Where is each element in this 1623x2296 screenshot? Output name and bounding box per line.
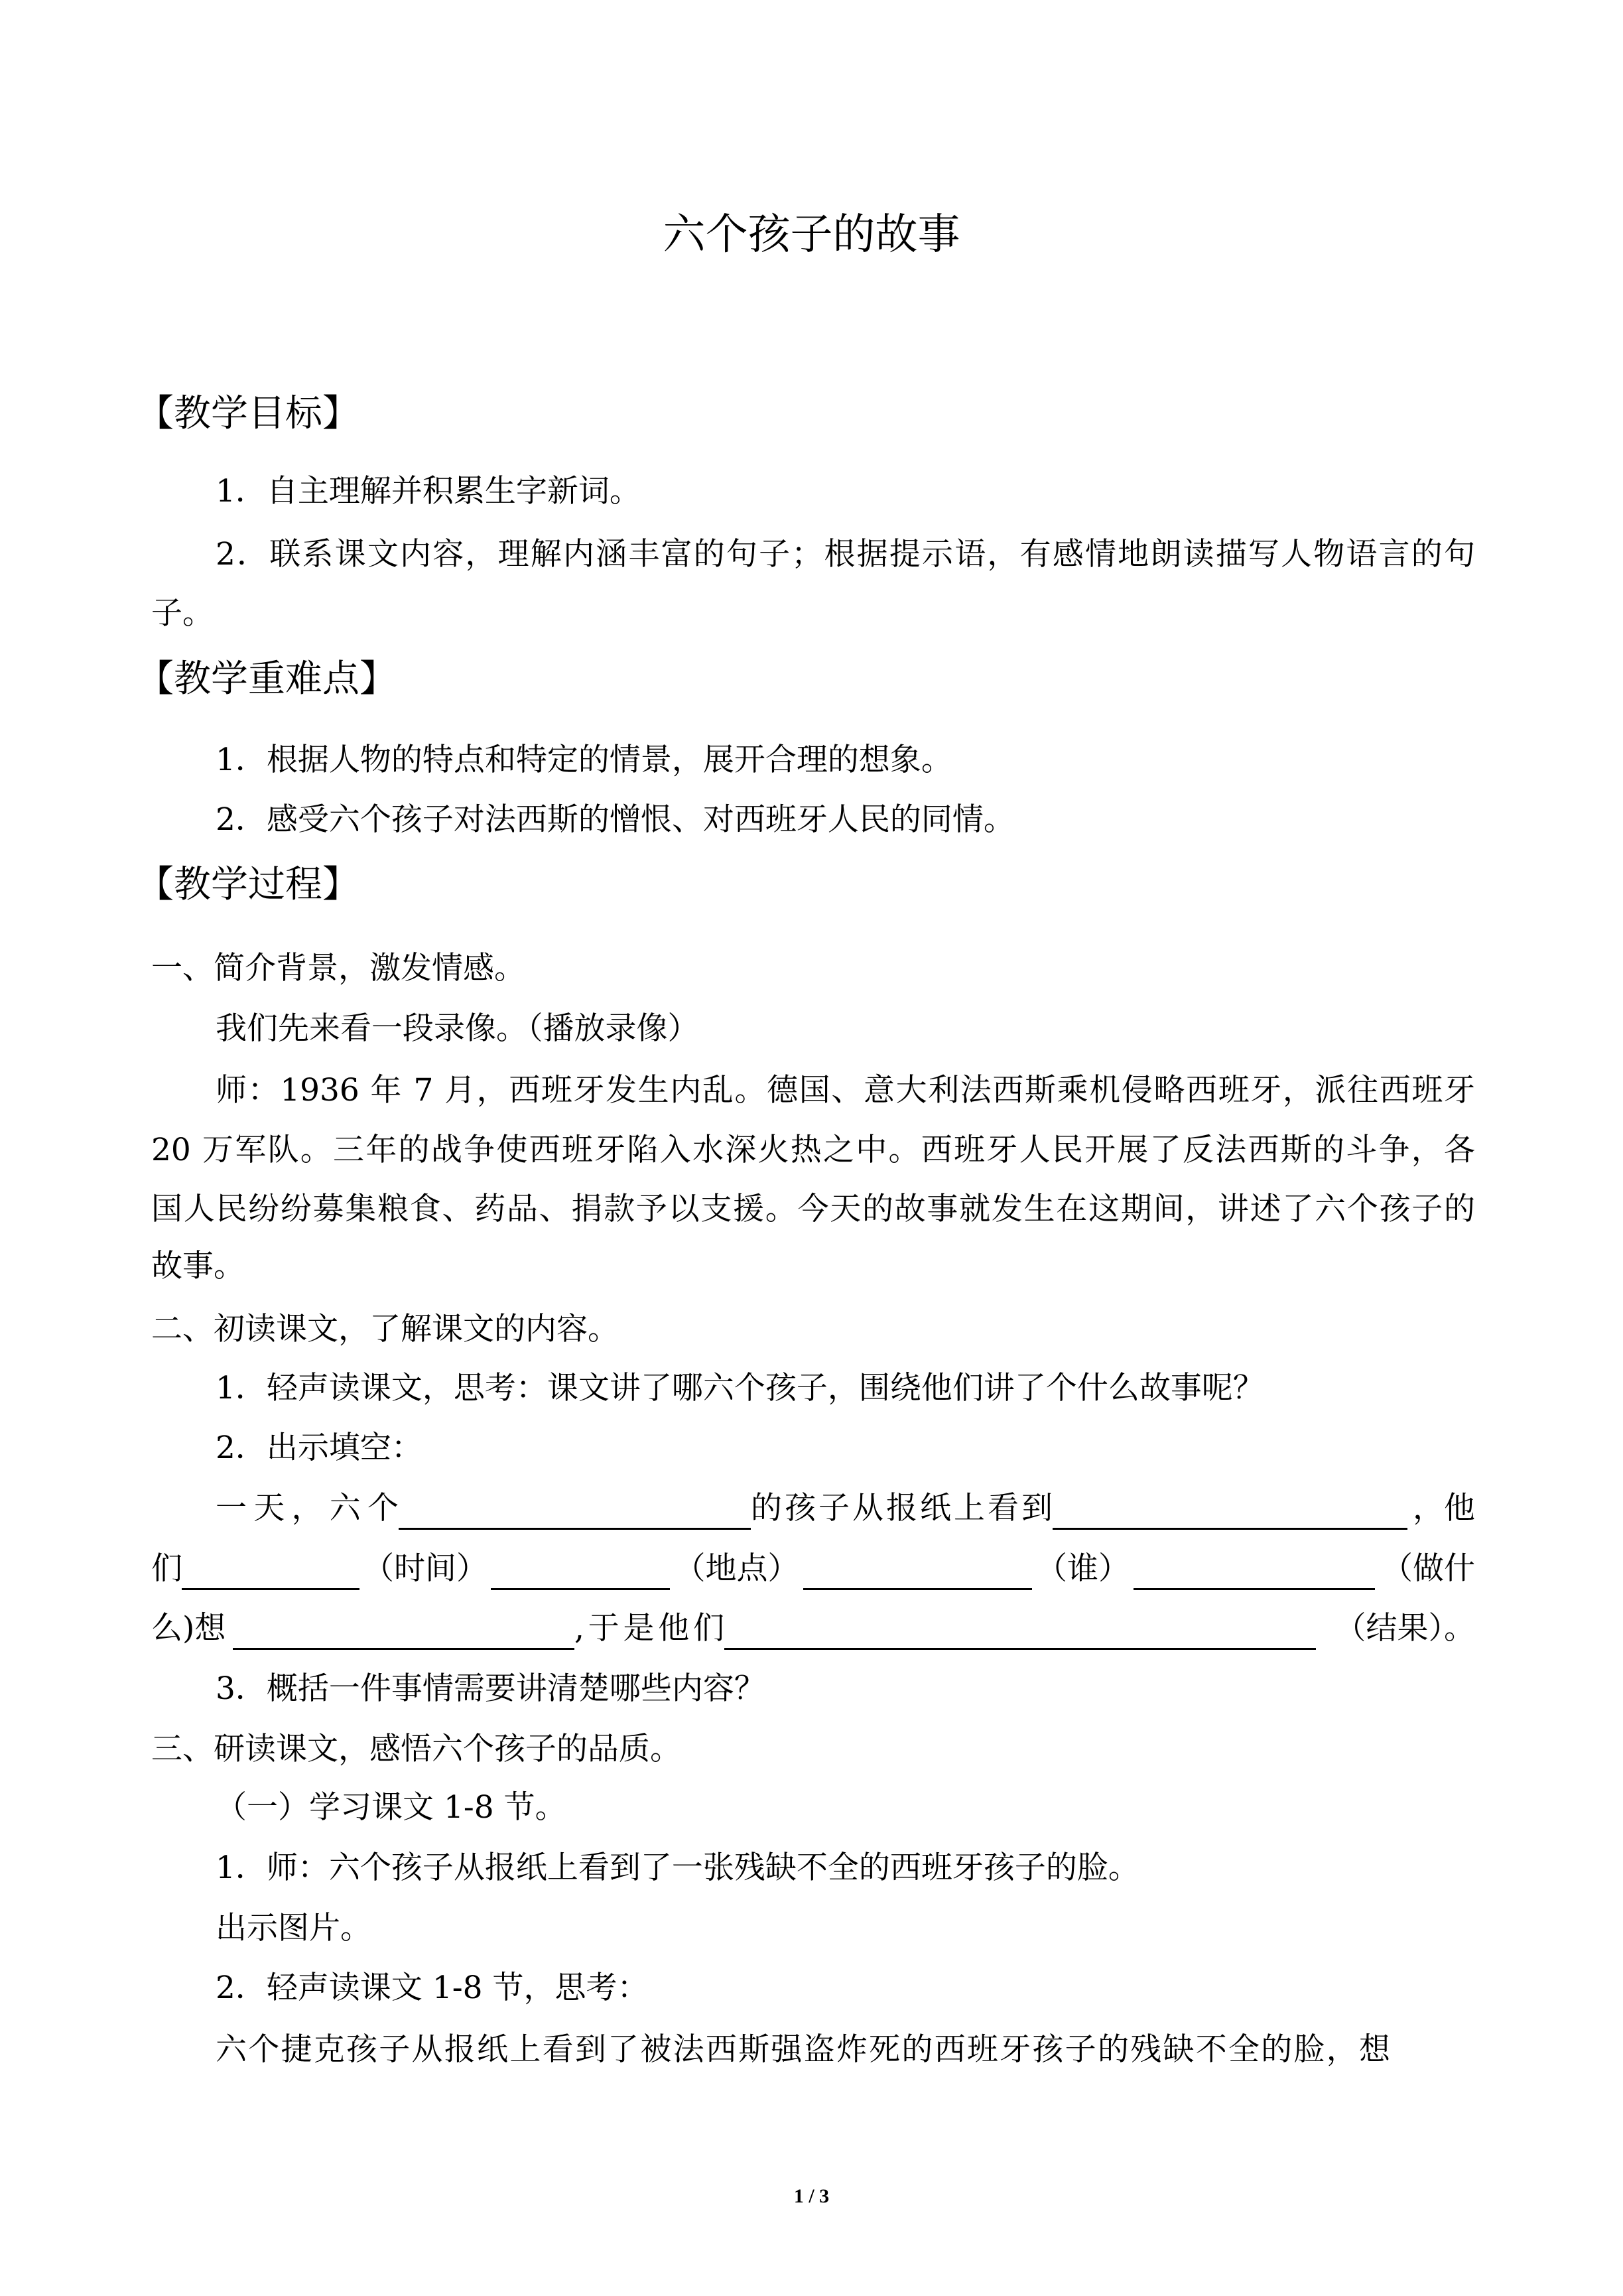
fill-in-blank	[803, 1539, 1032, 1590]
objective-line: 子。	[151, 595, 214, 632]
fill-in-blank	[233, 1599, 574, 1650]
part-title: 三、研读课文，感悟六个孩子的品质。	[151, 1731, 681, 1767]
page-number: 1 / 3	[793, 2185, 830, 2207]
fill-in-blank	[724, 1599, 1316, 1650]
fill-in-blank	[491, 1539, 670, 1590]
objective-line: 2．联系课文内容，理解内涵丰富的句子；根据提示语，有感情地朗读描写人物语言的句	[216, 536, 1475, 573]
part-title: 一、简介背景，激发情感。	[151, 950, 525, 986]
fill-in-blank	[1053, 1479, 1407, 1530]
paragraph-line: 2．轻声读课文 1-8 节，思考：	[216, 1970, 649, 2006]
fill-in-line	[151, 1479, 1475, 1538]
paragraph-line: 故事。	[151, 1248, 245, 1284]
paragraph-line: 2．出示填空：	[216, 1430, 422, 1466]
section-heading-objectives: 【教学目标】	[137, 392, 359, 435]
objective-line: 1．自主理解并积累生字新词。	[216, 473, 641, 509]
paragraph-line: 我们先来看一段录像。（播放录像）	[216, 1010, 699, 1047]
fill-in-line	[151, 1539, 1475, 1599]
paragraph-line: （一）学习课文 1-8 节。	[216, 1789, 566, 1826]
fill-in-label-time: （时间）	[363, 1550, 487, 1587]
fill-in-label-result: （结果）。	[1334, 1610, 1475, 1647]
fill-in-blank	[182, 1539, 359, 1590]
fill-in-text: ，他	[1413, 1490, 1475, 1526]
fill-in-label-place: （地点）	[674, 1550, 799, 1587]
part-title: 二、初读课文，了解课文的内容。	[151, 1311, 619, 1347]
paragraph-line: 20 万军队。三年的战争使西班牙陷入水深火热之中。西班牙人民开展了反法西斯的斗争，各	[151, 1132, 1475, 1168]
document-title: 六个孩子的故事	[663, 210, 960, 259]
paragraph-line: 国人民纷纷募集粮食、药品、捐款予以支援。今天的故事就发生在这期间，讲述了六个孩子的	[151, 1191, 1475, 1227]
paragraph-line: 3．概括一件事情需要讲清楚哪些内容？	[216, 1670, 765, 1707]
paragraph-line: 师：1936 年 7 月，西班牙发生内乱。德国、意大利法西斯乘机侵略西班牙，派往西班牙	[216, 1072, 1475, 1109]
fill-in-line	[151, 1599, 1475, 1658]
fill-in-text: 的孩子从报纸上看到	[751, 1490, 1053, 1526]
paragraph-line: 出示图片。	[216, 1910, 371, 1946]
paragraph-line: 六个捷克孩子从报纸上看到了被法西斯强盗炸死的西班牙孩子的残缺不全的脸，想	[216, 2031, 1390, 2068]
fill-in-blank	[399, 1479, 751, 1530]
key-point-line: 1．根据人物的特点和特定的情景，展开合理的想象。	[216, 742, 952, 778]
key-point-line: 2．感受六个孩子对法西斯的憎恨、对西班牙人民的同情。	[216, 801, 1015, 838]
paragraph-line: 1．师：六个孩子从报纸上看到了一张残缺不全的西班牙孩子的脸。	[216, 1850, 1139, 1886]
fill-in-label-who: （谁）	[1036, 1550, 1130, 1587]
fill-in-blank	[1134, 1539, 1375, 1590]
fill-in-text: 们	[151, 1550, 182, 1587]
section-heading-process: 【教学过程】	[137, 863, 359, 906]
section-heading-key-points: 【教学重难点】	[137, 657, 397, 701]
fill-in-text: 一天，六个	[216, 1490, 399, 1526]
paragraph-line: 1．轻声读课文，思考：课文讲了哪六个孩子，围绕他们讲了个什么故事呢？	[216, 1370, 1264, 1406]
fill-in-label-doing: （做什	[1382, 1550, 1475, 1587]
fill-in-text: ,于是他们	[574, 1610, 724, 1647]
fill-in-text: 么)想	[151, 1610, 226, 1647]
